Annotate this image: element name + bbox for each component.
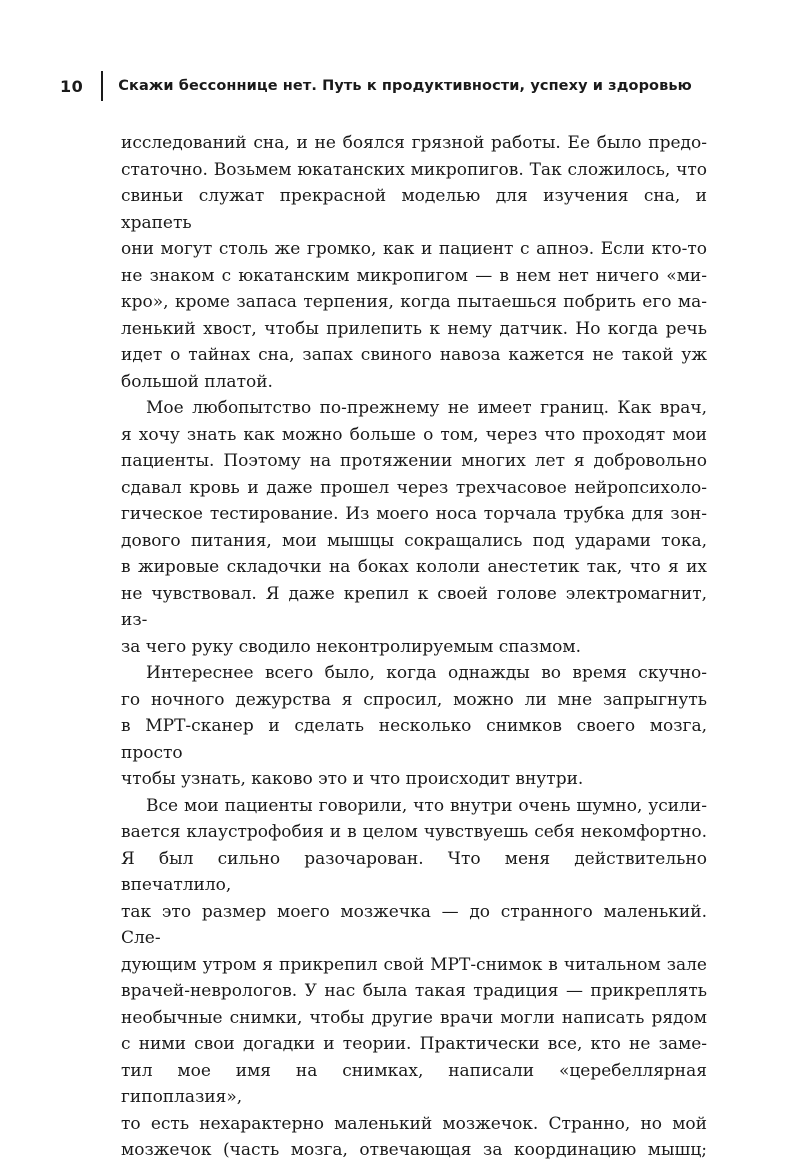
- text-line: пациенты. Поэтому на протяжении многих лет я добровольно: [121, 451, 707, 471]
- text-line: го ночного дежурства я спросил, можно ли мне запрыгнуть: [121, 689, 707, 710]
- text-line: я хочу знать как можно больше о том, через что проходят мои: [121, 424, 707, 445]
- text-line: Интереснее всего было, когда однажды во время скучно-: [146, 663, 707, 683]
- text-line: то есть нехарактерно маленький мозжечок. Странно, но мой: [121, 1113, 707, 1134]
- text-line: исследований сна, и не боялся грязной работы. Ее было предо-: [121, 133, 707, 153]
- text-line: идет о тайнах сна, запах свиного навоза кажется не такой уж: [121, 345, 707, 365]
- text-line: ленький хвост, чтобы прилепить к нему датчик. Но когда речь: [121, 318, 707, 339]
- text-line: дового питания, мои мышцы сокращались под ударами тока,: [121, 530, 707, 551]
- text-line: дующим утром я прикрепил свой МРТ-снимок в читальном зале: [121, 954, 707, 975]
- text-line: гическое тестирование. Из моего носа торчала трубка для зон-: [121, 504, 707, 524]
- running-header: [60, 70, 760, 102]
- text-line: так это размер моего мозжечка — до странного маленький. Сле-: [121, 901, 707, 948]
- text-line: свиньи служат прекрасной моделью для изучения сна, и храпеть: [121, 186, 707, 233]
- text-line: в жировые складочки на боках кололи анестетик так, что я их: [121, 557, 707, 577]
- text-line: они могут столь же громко, как и пациент с апноэ. Если кто-то: [121, 239, 707, 259]
- running-title: Скажи бессоннице нет. Путь к продуктивности, успеху и здоровью: [118, 78, 692, 94]
- text-line: за чего руку сводило неконтролируемым спазмом.: [121, 636, 582, 657]
- text-line: необычные снимки, чтобы другие врачи могли написать рядом: [121, 1007, 707, 1028]
- text-line: не знаком с юкатанским микропигом — в нем нет ничего «ми-: [121, 265, 707, 286]
- header-divider: [101, 71, 103, 101]
- text-line: мозжечок (часть мозга, отвечающая за координацию мышц;: [121, 1140, 707, 1160]
- text-line: статочно. Возьмем юкатанских микропигов. Так сложилось, что: [121, 159, 707, 180]
- text-line: Мое любопытство по-прежнему не имеет границ. Как врач,: [146, 398, 707, 418]
- text-line: большой платой.: [121, 371, 273, 392]
- text-line: вается клаустрофобия и в целом чувствуешь себя некомфортно.: [121, 822, 707, 842]
- page-number: 10: [60, 76, 84, 96]
- text-line: Я был сильно разочарован. Что меня действительно впечатлило,: [121, 848, 707, 895]
- text-line: тил мое имя на снимках, написали «церебеллярная гипоплазия»,: [121, 1060, 707, 1107]
- text-line: врачей-неврологов. У нас была такая традиция — прикреплять: [121, 981, 707, 1001]
- text-line: с ними свои догадки и теории. Практически все, кто не заме-: [121, 1034, 707, 1054]
- text-line: в МРТ-сканер и сделать несколько снимков своего мозга, просто: [121, 716, 707, 763]
- text-line: сдавал кровь и даже прошел через трехчасовое нейропсихоло-: [121, 477, 707, 498]
- text-line: не чувствовал. Я даже крепил к своей голове электромагнит, из-: [121, 583, 707, 630]
- text-line: кро», кроме запаса терпения, когда пытаешься побрить его ма-: [121, 292, 707, 312]
- text-line: чтобы узнать, каково это и что происходит внутри.: [121, 769, 584, 789]
- body-text: [121, 130, 707, 1164]
- text-line: Все мои пациенты говорили, что внутри очень шумно, усили-: [146, 795, 707, 816]
